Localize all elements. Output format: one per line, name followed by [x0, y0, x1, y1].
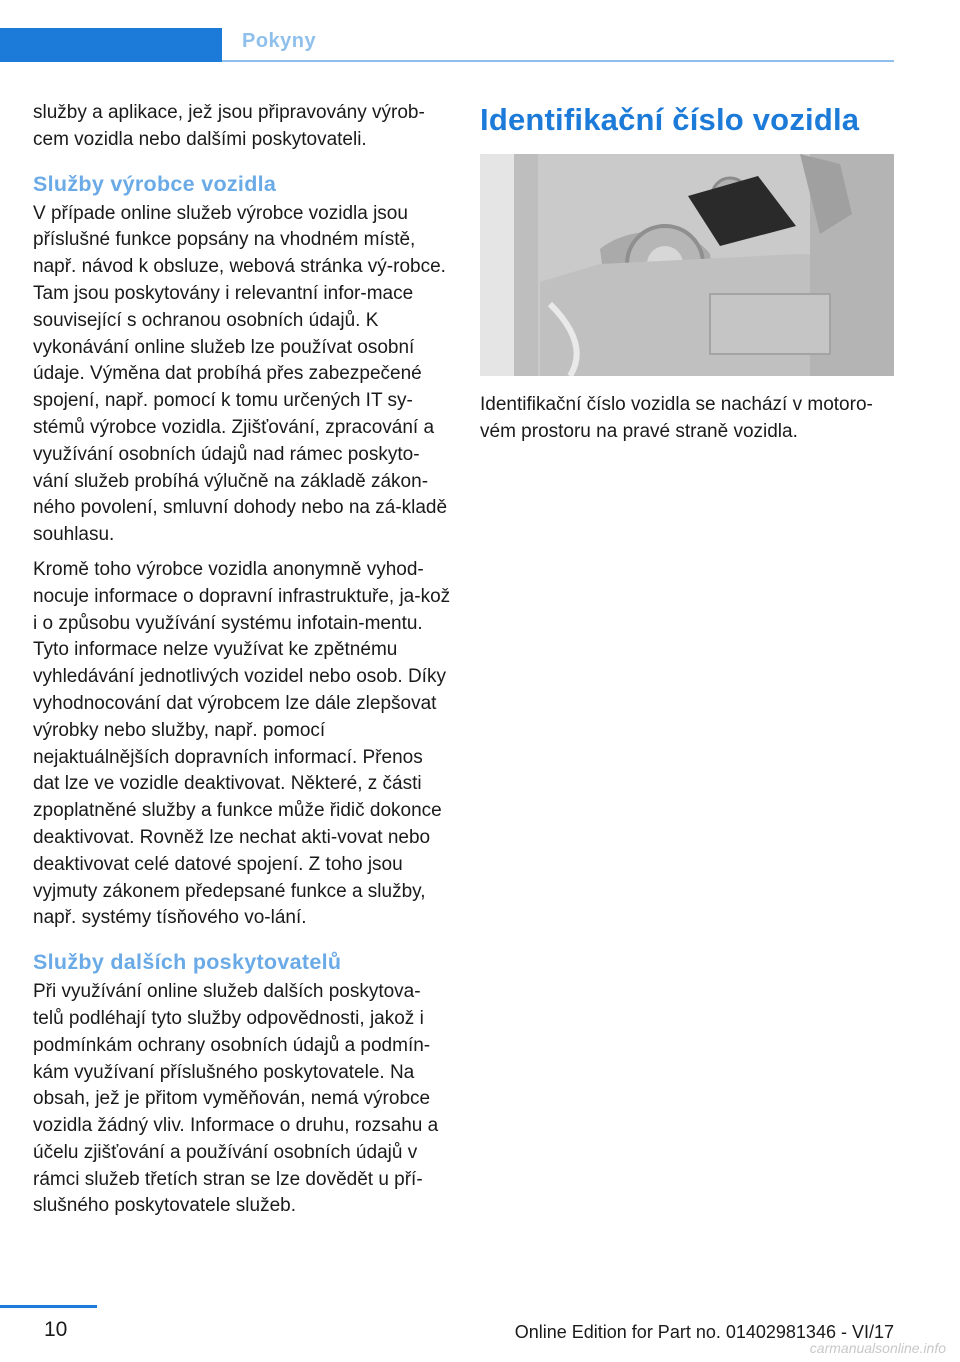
section-heading-manufacturer-services: Služby výrobce vozidla	[33, 171, 277, 196]
paragraph: V případe online služeb výrobce vozidla jsou příslušné funkce popsány na vhodném místě, např. návod k obsluze, webová stránka vý-robce. Tam jsou poskytovány i relevantní infor-mace související s ochranou osobních údajů. K vykonávání online služeb lze používat osobní údaje. Výměna dat probíhá přes zabezpečené spojení, např. pomocí k tomu určených IT sy-stémů výrobce vozidla. Zjišťování, zpracování a využívání osobních údajů nad rámec poskyto-vání služeb probíhá výlučně na základě zákon-ného povolení, smluvní dohody nebo na zá-kladě souhlasu.	[33, 202, 448, 546]
left-column	[33, 100, 451, 1228]
footer-rule	[0, 1305, 97, 1308]
paragraph: Kromě toho výrobce vozidla anonymně vyhod-nocuje informace o dopravní infrastruktuře, ja-kož i o způsobu využívání systému infotain-mentu. Tyto informace nelze využívat ke zpětnému vyhledávání jednotlivých vozidel nebo osob. Díky vyhodnocování dat výrobcem lze dále zlepšovat výrobky nebo služby, např. pomocí nejaktuálnějších dopravních informací. Přenos dat lze ve vozidle deaktivovat. Některé, z části zpoplatněné služby a funkce může řidič dokonce deaktivovat. Rovněž lze nechat akti-vovat nebo deaktivovat celé datové spojení. Z toho jsou vyjmuty zákonem předepsané funkce a služby, např. systémy tísňového vo-lání.	[33, 558, 451, 929]
intro-paragraph: služby a aplikace, jež jsou připravovány výrob-cem vozidla nebo dalšími poskytovateli.	[33, 102, 425, 150]
watermark: carmanualsonline.info	[809, 1340, 946, 1356]
header-accent-bar	[0, 28, 222, 62]
page-number: 10	[44, 1318, 68, 1341]
section-header: Pokyny	[242, 30, 317, 52]
right-column	[480, 98, 894, 454]
section-heading-third-party-services: Služby dalších poskytovatelů	[33, 950, 342, 975]
header-rule	[222, 60, 894, 62]
page-title: Identifikační číslo vozidla	[480, 102, 860, 137]
paragraph: Při využívání online služeb dalších poskytova-telů podléhají tyto služby odpovědnosti, jakož i podmínkám ochrany osobních údajů a podmín-kám využívaní příslušného poskytovatele. Na obsah, jež je přitom vyměňován, nemá výrobce vozidla žádný vliv. Informace o druhu, rozsahu a účelu zjišťování a používání osobních údajů v rámci služeb třetích stran se lze dovědět u pří-slušného poskytovatele služeb.	[33, 981, 439, 1217]
engine-compartment-photo	[480, 154, 894, 376]
edition-note: Online Edition for Part no. 01402981346 - VI/17	[514, 1322, 894, 1342]
image-caption: Identifikační číslo vozidla se nachází v motoro-vém prostoru na pravé straně vozidla.	[480, 394, 873, 442]
